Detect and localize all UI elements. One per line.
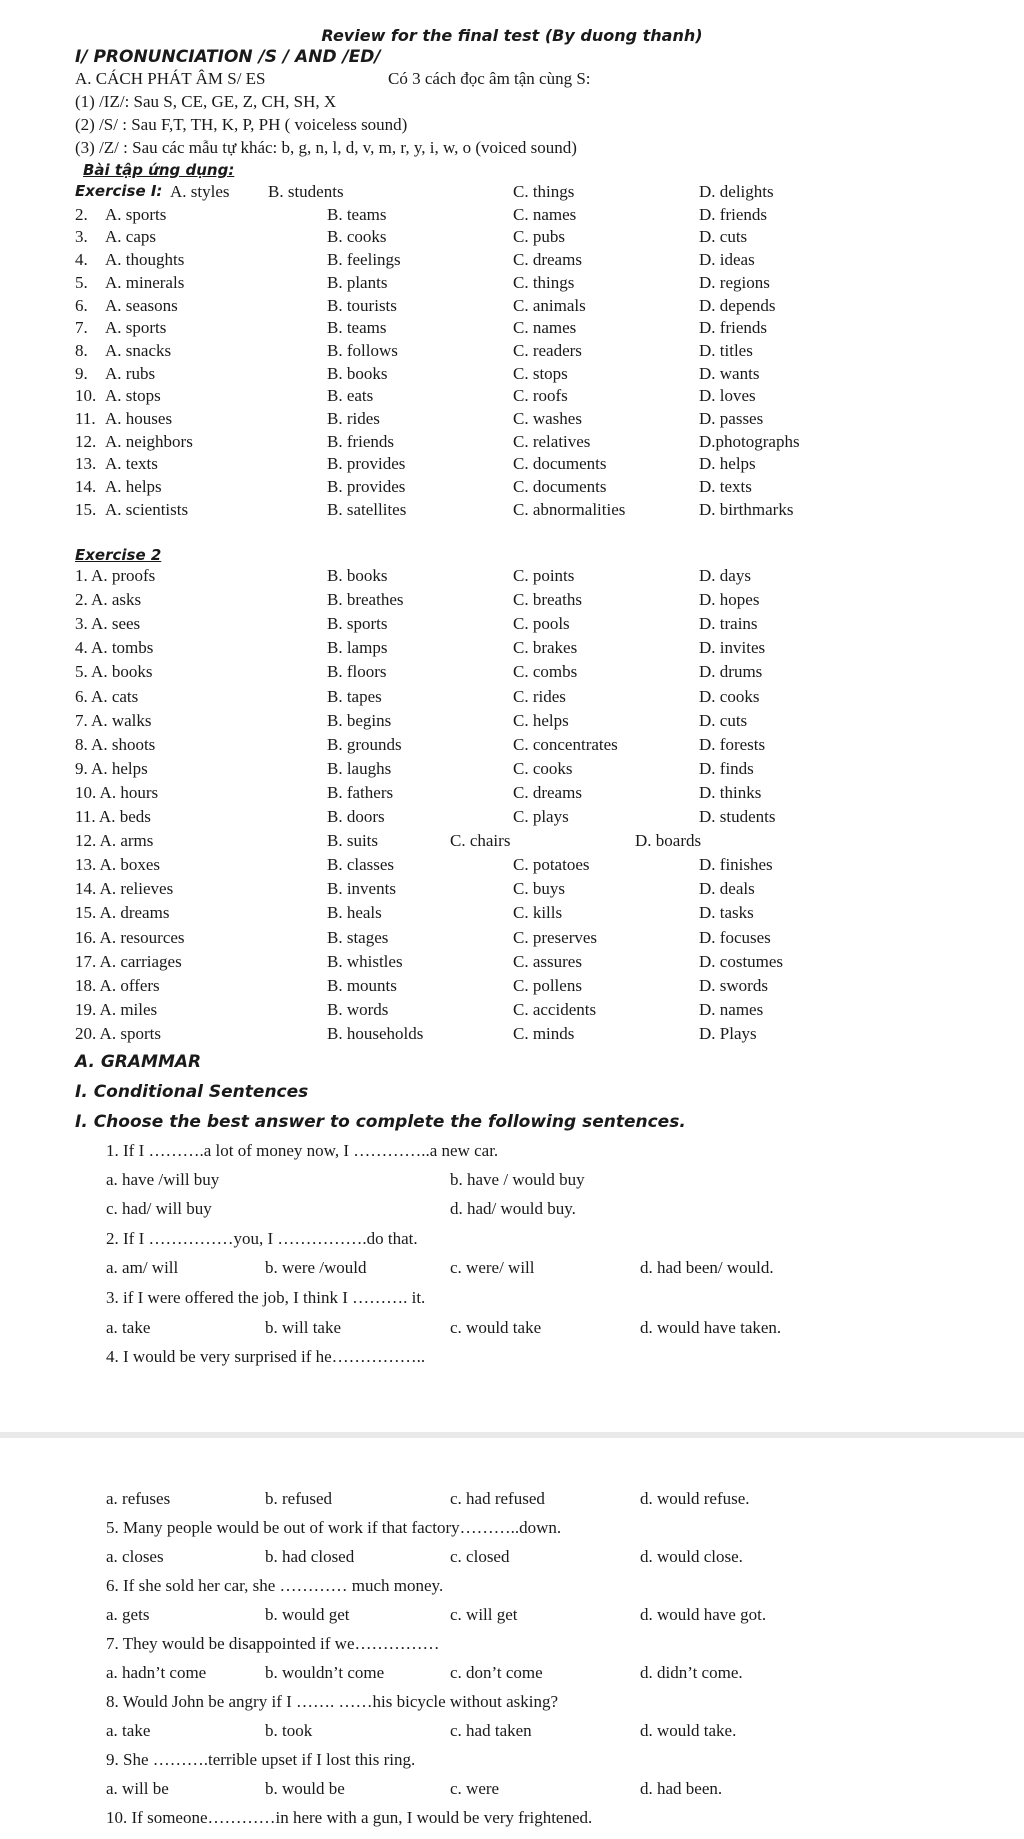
section-a-note: Có 3 cách đọc âm tận cùng S: (388, 69, 591, 88)
option: d. would close. (640, 1547, 743, 1566)
option: d. didn’t come. (640, 1663, 743, 1682)
exercise2-row: 5. A. books B. floors C. combs D. drums (75, 662, 763, 682)
document-title: Review for the final test (By duong thanh) (321, 26, 703, 45)
exercise1-label: Exercise I: (75, 182, 163, 200)
exercise1-row: 13. A. texts B. provides C. documents D. helps (75, 454, 756, 474)
question-2: 2. If I ……………you, I …………….do that. (106, 1229, 418, 1248)
exercise2-row: 8. A. shoots B. grounds C. concentrates D. forests (75, 734, 766, 754)
option: c. would take (450, 1318, 542, 1337)
option: a. gets (106, 1605, 150, 1624)
exercise2-row: 14. A. relieves B. invents C. buys D. deals (75, 879, 755, 899)
exercise1-row: 15. A. scientists B. satellites C. abnormalities D. birthmarks (75, 499, 794, 519)
exercise1-row: 8. A. snacks B. follows C. readers D. titles (75, 340, 753, 360)
exercise2-row: 7. A. walks B. begins C. helps D. cuts (75, 710, 748, 730)
exercise2-row: 15. A. dreams B. heals C. kills D. tasks (75, 903, 754, 923)
question-9: 9. She ……….terrible upset if I lost this ring. (106, 1750, 416, 1769)
question-3: 3. if I were offered the job, I think I ………. it. (106, 1288, 426, 1307)
exercise1-row: 3. A. caps B. cooks C. pubs D. cuts (75, 227, 748, 247)
option: b. would get (265, 1605, 350, 1624)
rule-3: (3) /Z/ : Sau các mẫu tự khác: b, g, n, l, d, v, m, r, y, i, w, o (voiced sound) (75, 138, 577, 157)
exercise1-row: 12. A. neighbors B. friends C. relatives D.photographs (75, 431, 800, 451)
rule-1: (1) /IZ/: Sau S, CE, GE, Z, CH, SH, X (75, 92, 337, 111)
exercise2-row: 2. A. asks B. breathes C. breaths D. hopes (75, 590, 760, 610)
exercise1-row: 2. A. sports B. teams C. names D. friends (75, 204, 767, 224)
option: d. would refuse. (640, 1489, 750, 1508)
option: a. hadn’t come (106, 1663, 207, 1682)
question-5: 5. Many people would be out of work if that factory………..down. (106, 1518, 562, 1537)
option: d. would take. (640, 1721, 737, 1740)
exercise1-row: 5. A. minerals B. plants C. things D. regions (75, 272, 770, 292)
option: a. closes (106, 1547, 164, 1566)
option: c. had refused (450, 1489, 545, 1508)
option: b. were /would (265, 1258, 367, 1277)
question-4: 4. I would be very surprised if he…………….. (106, 1347, 426, 1366)
option: b. wouldn’t come (265, 1663, 385, 1682)
option: a. refuses (106, 1489, 171, 1508)
exercise1-row: Exercise I: A. styles B. students C. things D. delights (75, 182, 774, 201)
exercise2-row: 3. A. sees B. sports C. pools D. trains (75, 614, 758, 634)
option: b. refused (265, 1489, 333, 1508)
grammar-heading: A. GRAMMAR (75, 1052, 202, 1072)
exercise2-row: 1. A. proofs B. books C. points D. days (75, 566, 751, 585)
exercise2-row: 20. A. sports B. households C. minds D. Plays (75, 1023, 757, 1043)
exercise2-row: 9. A. helps B. laughs C. cooks D. finds (75, 758, 754, 778)
option: b. will take (265, 1318, 342, 1337)
option: c. were/ will (450, 1258, 535, 1277)
option: b. took (265, 1721, 313, 1740)
rule-2: (2) /S/ : Sau F,T, TH, K, P, PH ( voiceless sound) (75, 115, 408, 134)
option: c. closed (450, 1547, 510, 1566)
option: d. had been/ would. (640, 1258, 774, 1277)
option: d. had been. (640, 1779, 723, 1798)
option: b. would be (265, 1779, 345, 1798)
exercise2-row: 19. A. miles B. words C. accidents D. names (75, 999, 764, 1019)
exercise1-row: 4. A. thoughts B. feelings C. dreams D. ideas (75, 250, 755, 270)
exercise2-row: 4. A. tombs B. lamps C. brakes D. invites (75, 638, 766, 658)
option: d. would have taken. (640, 1318, 782, 1337)
option: c. don’t come (450, 1663, 543, 1682)
option: d. would have got. (640, 1605, 767, 1624)
exercise2-row: 18. A. offers B. mounts C. pollens D. swords (75, 975, 768, 995)
exercise2-row: 16. A. resources B. stages C. preserves D. focuses (75, 927, 771, 947)
option: a. have /will buy (106, 1170, 220, 1189)
conditional-heading: I. Conditional Sentences (75, 1082, 309, 1102)
question-10: 10. If someone…………in here with a gun, I would be very frightened. (106, 1808, 593, 1827)
option: c. will get (450, 1605, 518, 1624)
option: a. will be (106, 1779, 169, 1798)
option: a. take (106, 1721, 151, 1740)
question-1: 1. If I ……….a lot of money now, I …………..a new car. (106, 1141, 499, 1160)
instruction: I. Choose the best answer to complete the following sentences. (75, 1112, 686, 1132)
exercise2-row: 12. A. arms B. suits C. chairs D. boards (75, 831, 702, 851)
option: c. had taken (450, 1721, 532, 1740)
exercise2-row: 13. A. boxes B. classes C. potatoes D. finishes (75, 855, 773, 875)
exercise1-row: 14. A. helps B. provides C. documents D. texts (75, 477, 752, 497)
option: a. take (106, 1318, 151, 1337)
option: a. am/ will (106, 1258, 179, 1277)
exercise1-row: 10. A. stops B. eats C. roofs D. loves (75, 386, 756, 406)
option: c. had/ will buy (106, 1199, 212, 1218)
exercise2-row: 17. A. carriages B. whistles C. assures D. costumes (75, 951, 784, 971)
option: d. had/ would buy. (450, 1199, 576, 1218)
question-6: 6. If she sold her car, she ………… much money. (106, 1576, 444, 1595)
exercise2-row: 10. A. hours B. fathers C. dreams D. thinks (75, 782, 762, 802)
option: b. had closed (265, 1547, 355, 1566)
exercise2-label: Exercise 2 (75, 546, 162, 564)
question-7: 7. They would be disappointed if we…………… (106, 1634, 440, 1653)
section-pronunciation-heading: I/ PRONUNCIATION /S / AND /ED/ (75, 47, 381, 67)
section-a-heading: A. CÁCH PHÁT ÂM S/ ES (75, 69, 266, 88)
exercise1-row: 7. A. sports B. teams C. names D. friends (75, 318, 767, 338)
exercise1-row: 6. A. seasons B. tourists C. animals D. depends (75, 295, 776, 315)
exercise2-row: 6. A. cats B. tapes C. rides D. cooks (75, 686, 760, 706)
practice-label: Bài tập ứng dụng: (83, 161, 235, 179)
exercise1-row: 9. A. rubs B. books C. stops D. wants (75, 363, 760, 383)
option: c. were (450, 1779, 500, 1798)
exercise1-row: 11. A. houses B. rides C. washes D. passes (75, 409, 764, 428)
option: b. have / would buy (450, 1170, 585, 1189)
question-8: 8. Would John be angry if I ……. ……his bicycle without asking? (106, 1692, 559, 1711)
exercise2-row: 11. A. beds B. doors C. plays D. students (75, 807, 776, 826)
